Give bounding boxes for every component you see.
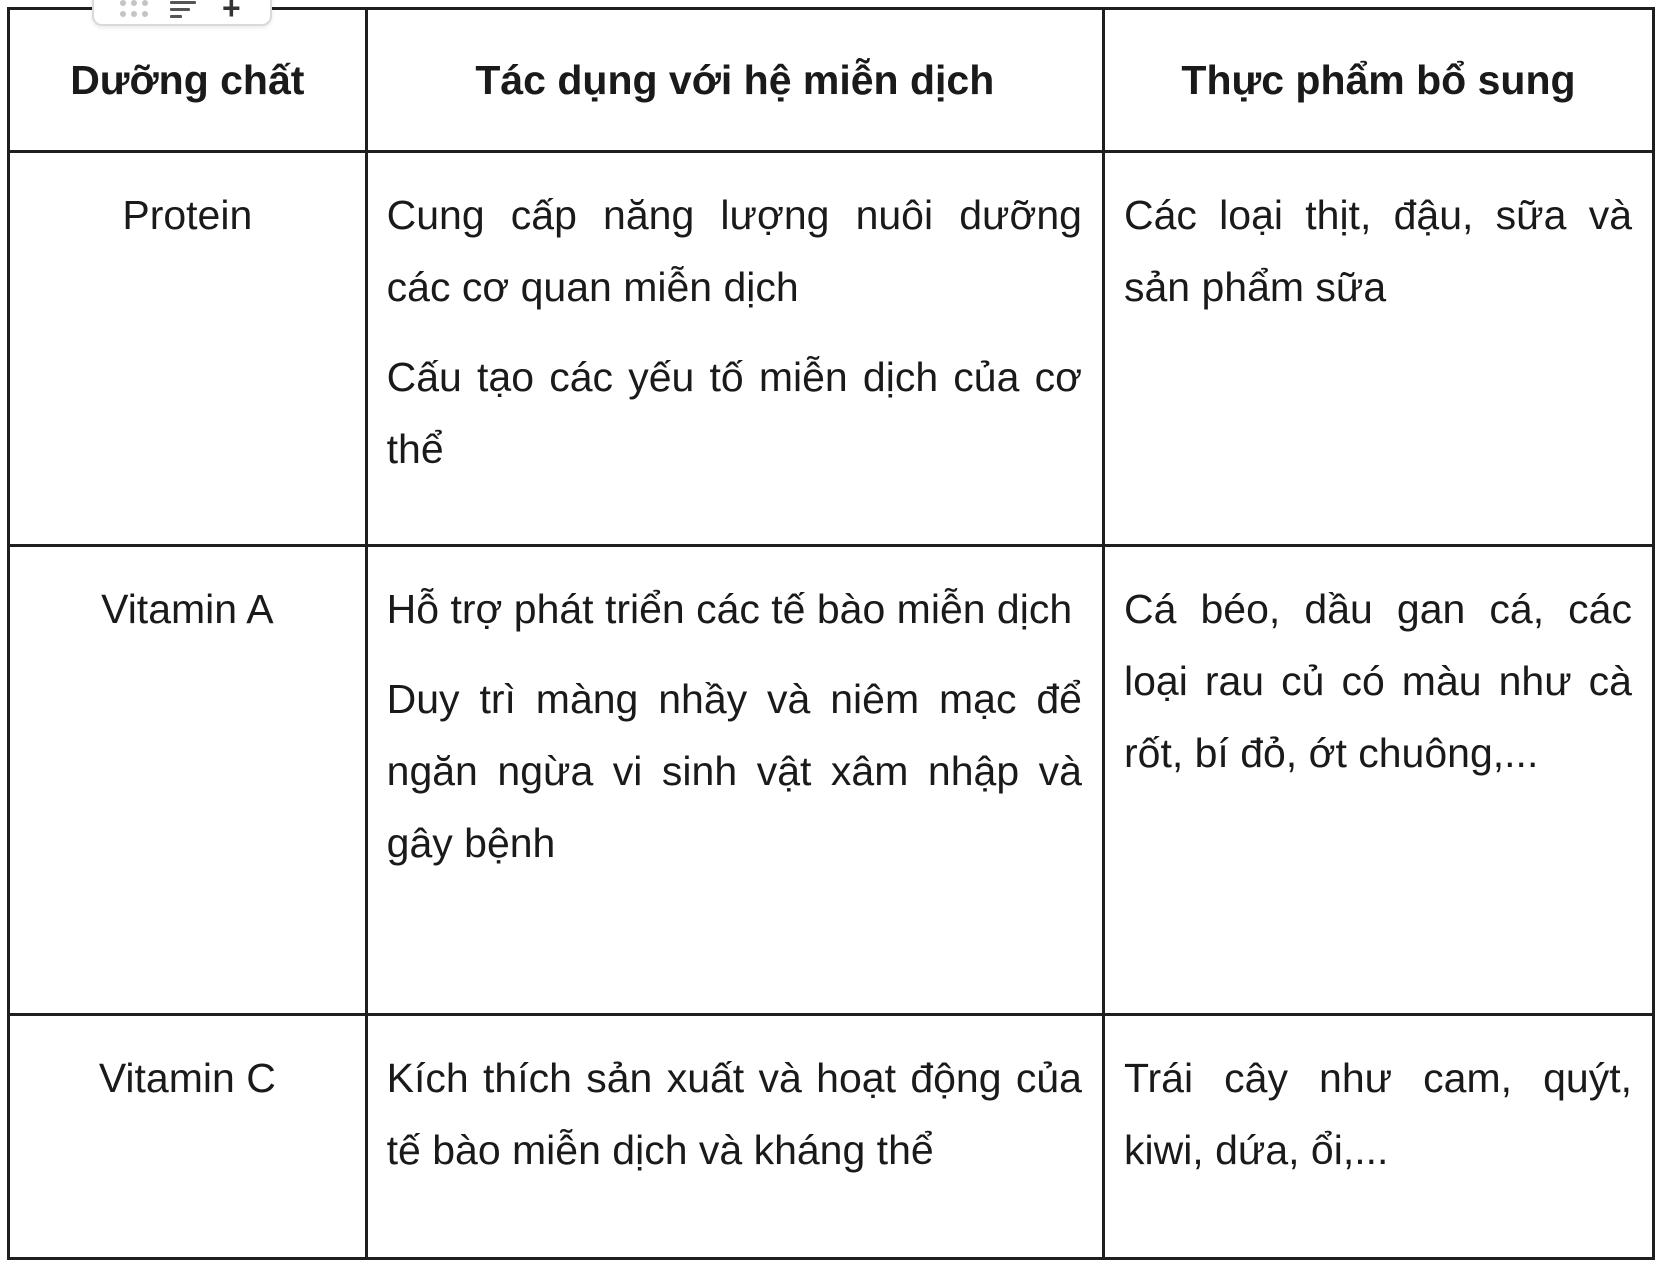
effect-text: Cung cấp năng lượng nuôi dưỡng các cơ quan miễn dịch (386, 192, 1082, 310)
table-header-row (9, 9, 1654, 152)
nutrition-table (7, 7, 1655, 1260)
effect-text: Duy trì màng nhầy và niêm mạc để ngăn ngừa vi sinh vật xâm nhập và gây bệnh (386, 676, 1082, 866)
food-cell (1103, 1015, 1653, 1259)
drag-handle-icon[interactable] (120, 0, 148, 17)
food-cell (1103, 152, 1653, 546)
nutrient-cell: Vitamin C (9, 1015, 367, 1259)
plus-icon[interactable]: + (222, 0, 241, 26)
effect-cell (366, 546, 1103, 1015)
effect-cell (366, 1015, 1103, 1259)
nutrient-cell: Protein (9, 152, 367, 546)
food-text: Các loại thịt, đậu, sữa và sản phẩm sữa (1123, 192, 1632, 310)
table-row (9, 546, 1654, 1015)
header-food-sources: Thực phẩm bổ sung (1103, 9, 1653, 152)
table-row (9, 152, 1654, 546)
effect-cell (366, 152, 1103, 546)
effect-text: Cấu tạo các yếu tố miễn dịch của cơ thể (386, 354, 1082, 472)
food-text: Trái cây như cam, quýt, kiwi, dứa, ổi,... (1123, 1055, 1632, 1173)
table-row (9, 1015, 1654, 1259)
header-nutrient: Dưỡng chất (9, 9, 367, 152)
food-cell (1103, 546, 1653, 1015)
nutrient-cell: Vitamin A (9, 546, 367, 1015)
table-toolbar (92, 0, 272, 26)
header-immune-effect: Tác dụng với hệ miễn dịch (366, 9, 1103, 152)
sort-icon[interactable] (170, 0, 200, 24)
effect-text: Kích thích sản xuất và hoạt động của tế bào miễn dịch và kháng thể (386, 1055, 1082, 1173)
effect-text: Hỗ trợ phát triển các tế bào miễn dịch (386, 586, 1073, 632)
food-text: Cá béo, dầu gan cá, các loại rau củ có màu như cà rốt, bí đỏ, ớt chuông,... (1123, 586, 1632, 776)
